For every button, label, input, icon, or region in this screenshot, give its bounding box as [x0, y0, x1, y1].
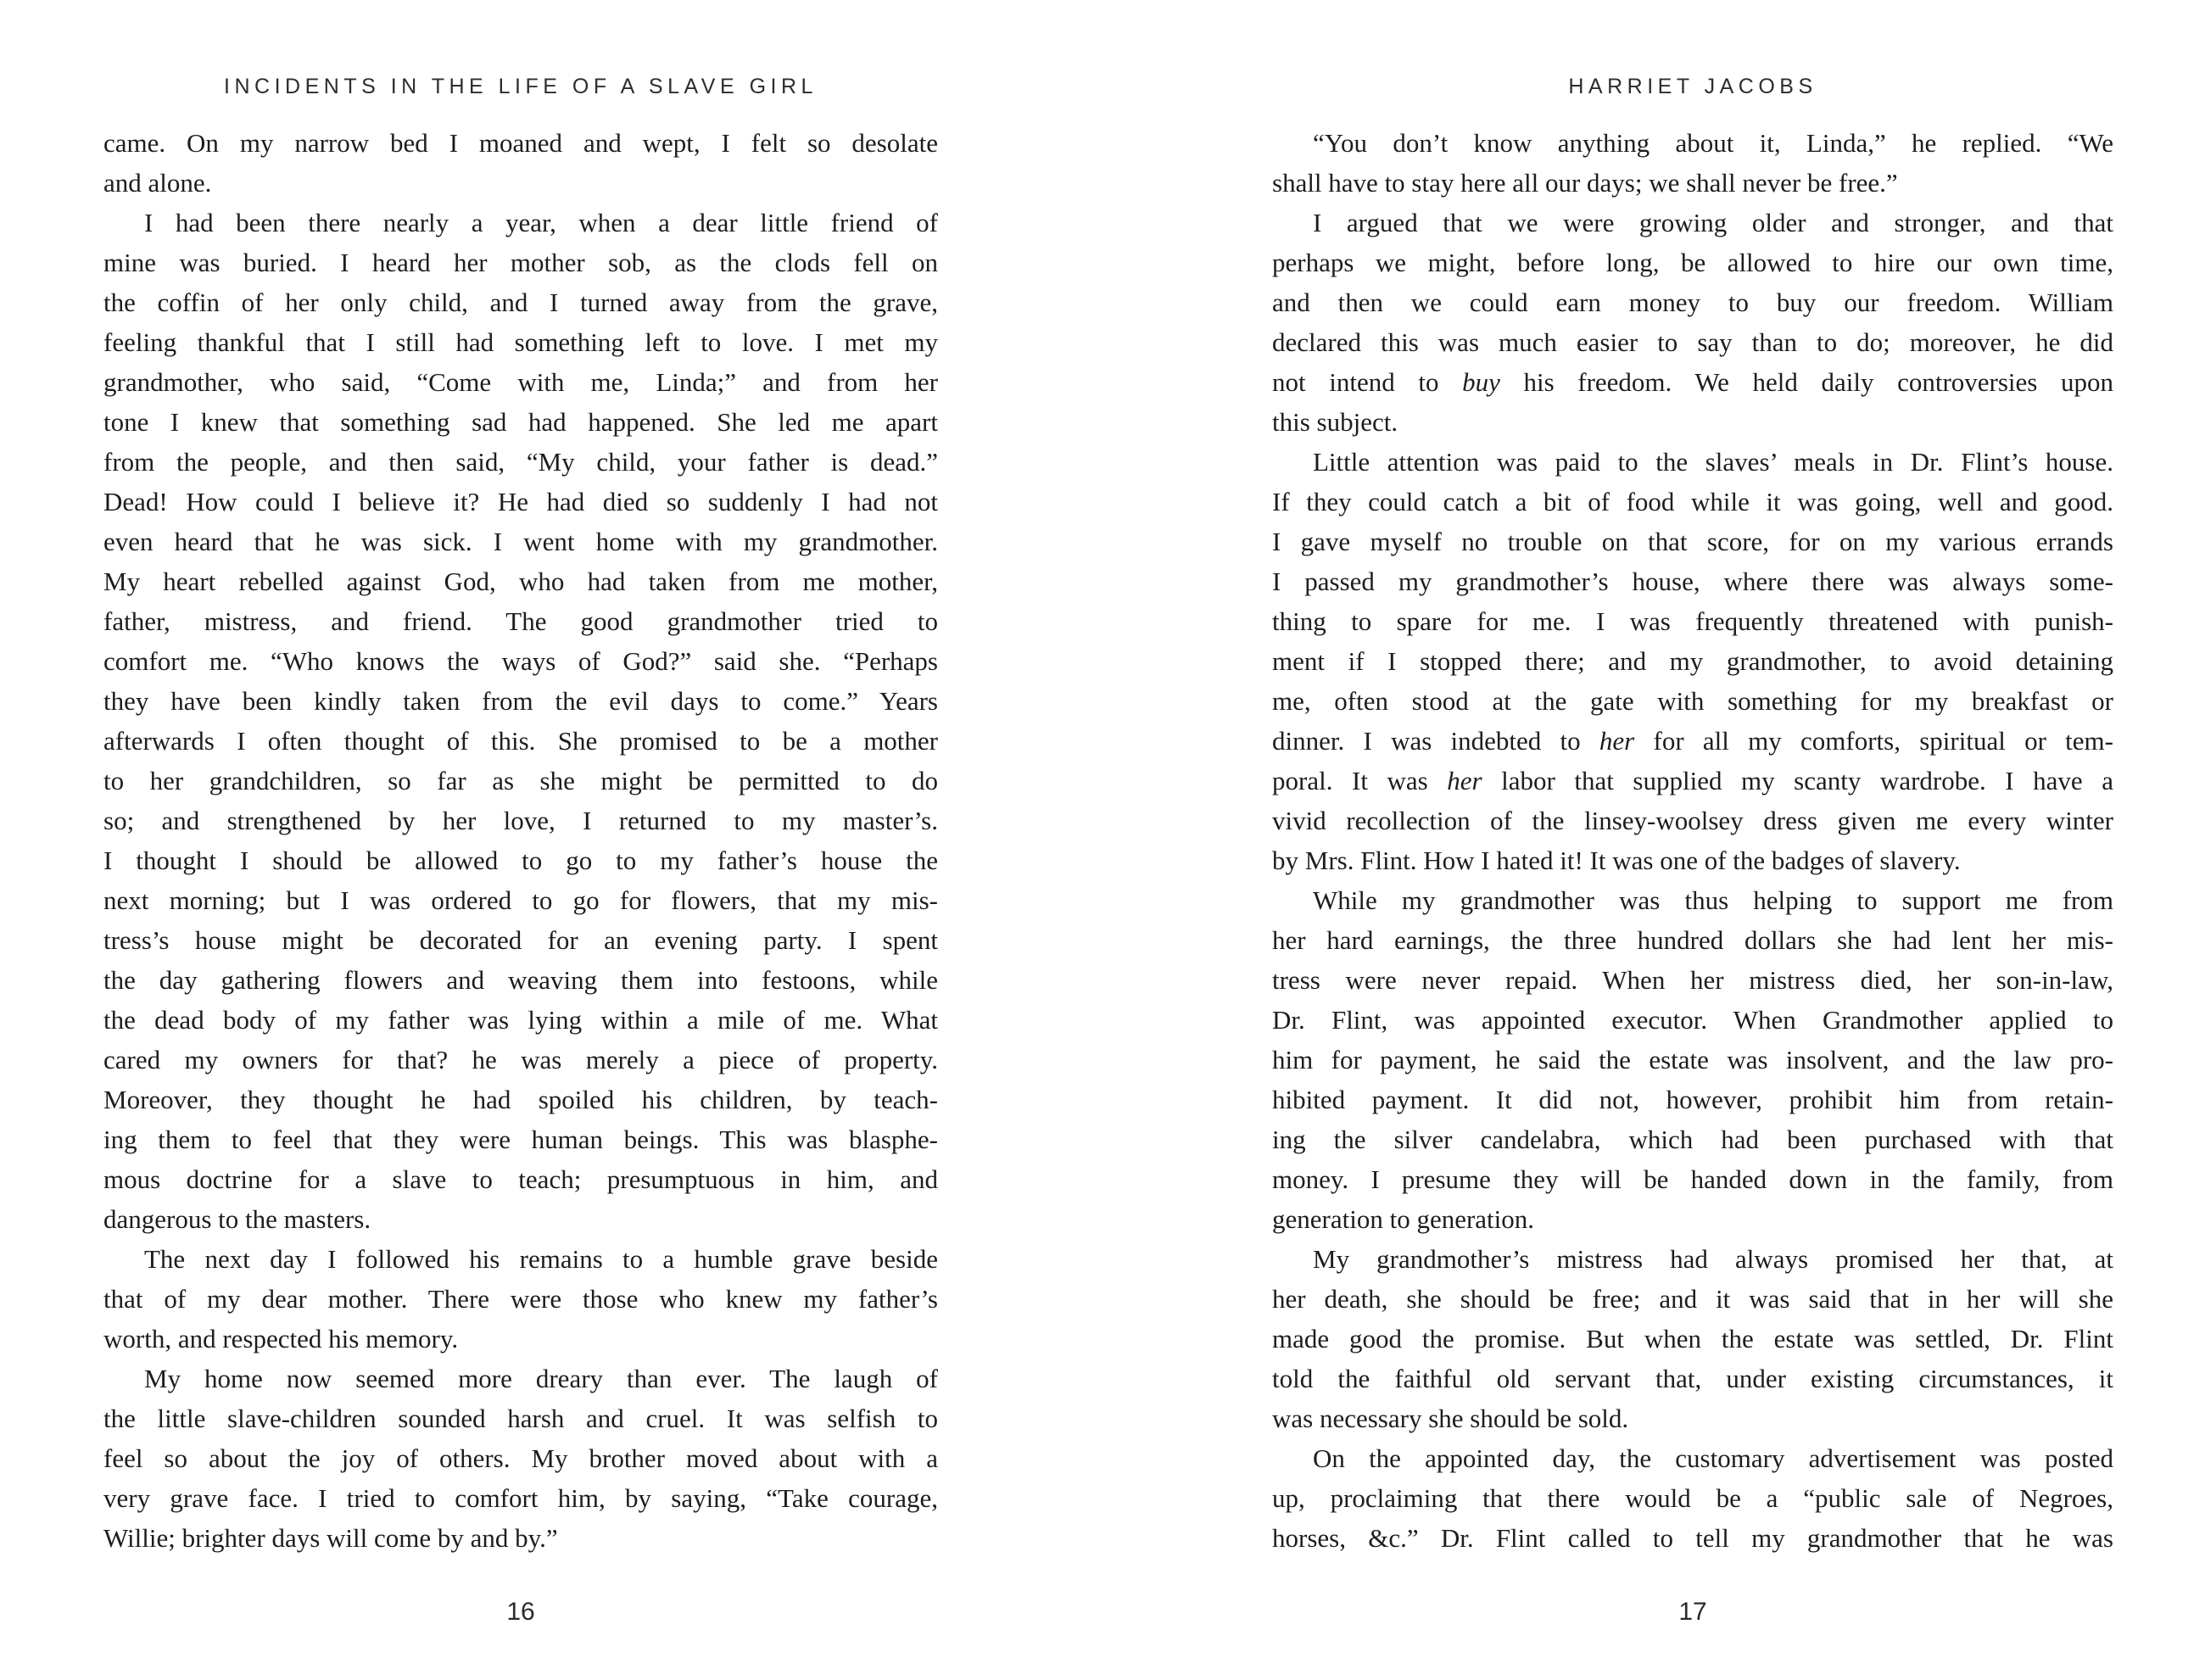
text-line: feel so about the joy of others. My brother moved about with a [103, 1443, 938, 1473]
text-line: made good the promise. But when the estate was settled, Dr. Flint [1272, 1324, 2113, 1353]
text-line: was necessary she should be sold. [1272, 1404, 1629, 1433]
paragraph [1272, 1438, 2113, 1558]
text-line: I passed my grandmother’s house, where there was always some- [1272, 567, 2113, 596]
text-line: and alone. [103, 168, 212, 198]
text-line: her hard earnings, the three hundred dollars she had lent her mis- [1272, 925, 2113, 955]
text-line: shall have to stay here all our days; we shall never be free.” [1272, 168, 1898, 198]
left-page [103, 0, 938, 1680]
text-line: My grandmother’s mistress had always promised her that, at [1313, 1244, 2113, 1274]
text-line: horses, &c.” Dr. Flint called to tell my grandmother that he was [1272, 1523, 2113, 1553]
text-line: Dr. Flint, was appointed executor. When Grandmother applied to [1272, 1005, 2113, 1035]
text-line: and then we could earn money to buy our freedom. William [1272, 287, 2113, 317]
text-line: her death, she should be free; and it was said that in her will she [1272, 1284, 2113, 1314]
text-line: ment if I stopped there; and my grandmother, to avoid detaining [1272, 646, 2113, 676]
text-line: from the people, and then said, “My child, your father is dead.” [103, 447, 938, 477]
text-line: not intend to buy his freedom. We held daily controversies upon [1272, 367, 2113, 397]
text-line: thing to spare for me. I was frequently threatened with punish- [1272, 606, 2113, 636]
text-line: Dead! How could I believe it? He had died so suddenly I had not [103, 487, 938, 516]
text-line: My home now seemed more dreary than ever. The laugh of [144, 1364, 938, 1393]
text-line: that of my dear mother. There were those who knew my father’s [103, 1284, 938, 1314]
text-line: declared this was much easier to say than to do; moreover, he did [1272, 327, 2113, 357]
text-line: If they could catch a bit of food while it was going, well and good. [1272, 487, 2113, 516]
paragraph [1272, 203, 2113, 442]
text-line: tress’s house might be decorated for an evening party. I spent [103, 925, 938, 955]
text-line: I argued that we were growing older and stronger, and that [1313, 208, 2113, 237]
text-line: feeling thankful that I still had something left to love. I met my [103, 327, 938, 357]
page-body [1272, 123, 2113, 1558]
text-line: next morning; but I was ordered to go for flowers, that my mis- [103, 885, 938, 915]
text-line: this subject. [1272, 407, 1398, 437]
text-line: very grave face. I tried to comfort him, by saying, “Take courage, [103, 1483, 938, 1513]
text-line: generation to generation. [1272, 1204, 1535, 1234]
text-line: grandmother, who said, “Come with me, Linda;” and from her [103, 367, 938, 397]
text-line: the dead body of my father was lying within a mile of me. What [103, 1005, 938, 1035]
text-line: money. I presume they will be handed down in the family, from [1272, 1164, 2113, 1194]
text-line: tress were never repaid. When her mistress died, her son-in-law, [1272, 965, 2113, 995]
text-line: dangerous to the masters. [103, 1204, 371, 1234]
text-line: even heard that he was sick. I went home with my grandmother. [103, 527, 938, 556]
text-line: While my grandmother was thus helping to support me from [1313, 885, 2113, 915]
page-number: 16 [506, 1598, 535, 1626]
paragraph [103, 203, 938, 1239]
right-page [1272, 0, 2113, 1680]
text-line: I thought I should be allowed to go to my father’s house the [103, 846, 938, 875]
text-line: told the faithful old servant that, under existing circumstances, it [1272, 1364, 2113, 1393]
text-line: by Mrs. Flint. How I hated it! It was one of the badges of slavery. [1272, 846, 1961, 875]
text-line: “You don’t know anything about it, Linda,” he replied. “We [1313, 128, 2113, 158]
text-line: hibited payment. It did not, however, prohibit him from retain- [1272, 1085, 2113, 1114]
text-line: came. On my narrow bed I moaned and wept, I felt so desolate [103, 128, 938, 158]
text-line: dinner. I was indebted to her for all my comforts, spiritual or tem- [1272, 726, 2113, 756]
text-line: perhaps we might, before long, be allowed to hire our own time, [1272, 248, 2113, 277]
text-line: My heart rebelled against God, who had taken from me mother, [103, 567, 938, 596]
text-line: worth, and respected his memory. [103, 1324, 459, 1353]
text-line: him for payment, he said the estate was insolvent, and the law pro- [1272, 1045, 2113, 1074]
text-line: up, proclaiming that there would be a “public sale of Negroes, [1272, 1483, 2113, 1513]
text-line: The next day I followed his remains to a humble grave beside [144, 1244, 938, 1274]
text-line: cared my owners for that? he was merely a piece of property. [103, 1045, 938, 1074]
text-line: Willie; brighter days will come by and by.” [103, 1523, 558, 1553]
running-header-right: HARRIET JACOBS [1568, 75, 1817, 98]
paragraph [1272, 880, 2113, 1239]
text-line: I gave myself no trouble on that score, for on my various errands [1272, 527, 2113, 556]
page-body [103, 123, 938, 1558]
text-line: so; and strengthened by her love, I returned to my master’s. [103, 806, 938, 835]
text-line: they have been kindly taken from the evil days to come.” Years [103, 686, 938, 716]
text-line: Moreover, they thought he had spoiled his children, by teach- [103, 1085, 938, 1114]
text-line: the coffin of her only child, and I turned away from the grave, [103, 287, 938, 317]
text-line: poral. It was her labor that supplied my scanty wardrobe. I have a [1272, 766, 2113, 795]
paragraph [1272, 1239, 2113, 1438]
page-number: 17 [1678, 1598, 1707, 1626]
text-line: to her grandchildren, so far as she might be permitted to do [103, 766, 938, 795]
text-line: father, mistress, and friend. The good grandmother tried to [103, 606, 938, 636]
paragraph [103, 1359, 938, 1558]
running-header-left: INCIDENTS IN THE LIFE OF A SLAVE GIRL [224, 75, 818, 98]
text-line: comfort me. “Who knows the ways of God?” said she. “Perhaps [103, 646, 938, 676]
text-line: Little attention was paid to the slaves’ meals in Dr. Flint’s house. [1313, 447, 2113, 477]
text-line: On the appointed day, the customary advertisement was posted [1313, 1443, 2113, 1473]
text-line: vivid recollection of the linsey-woolsey dress given me every winter [1272, 806, 2113, 835]
text-line: I had been there nearly a year, when a dear little friend of [144, 208, 938, 237]
paragraph [103, 123, 938, 203]
text-line: mine was buried. I heard her mother sob, as the clods fell on [103, 248, 938, 277]
text-line: me, often stood at the gate with something for my breakfast or [1272, 686, 2113, 716]
paragraph [1272, 123, 2113, 203]
paragraph [103, 1239, 938, 1359]
text-line: ing them to feel that they were human beings. This was blasphe- [103, 1125, 938, 1154]
text-line: mous doctrine for a slave to teach; presumptuous in him, and [103, 1164, 938, 1194]
text-line: afterwards I often thought of this. She promised to be a mother [103, 726, 938, 756]
text-line: tone I knew that something sad had happened. She led me apart [103, 407, 938, 437]
text-line: the day gathering flowers and weaving them into festoons, while [103, 965, 938, 995]
text-line: the little slave-children sounded harsh and cruel. It was selfish to [103, 1404, 938, 1433]
paragraph [1272, 442, 2113, 880]
text-line: ing the silver candelabra, which had been purchased with that [1272, 1125, 2113, 1154]
